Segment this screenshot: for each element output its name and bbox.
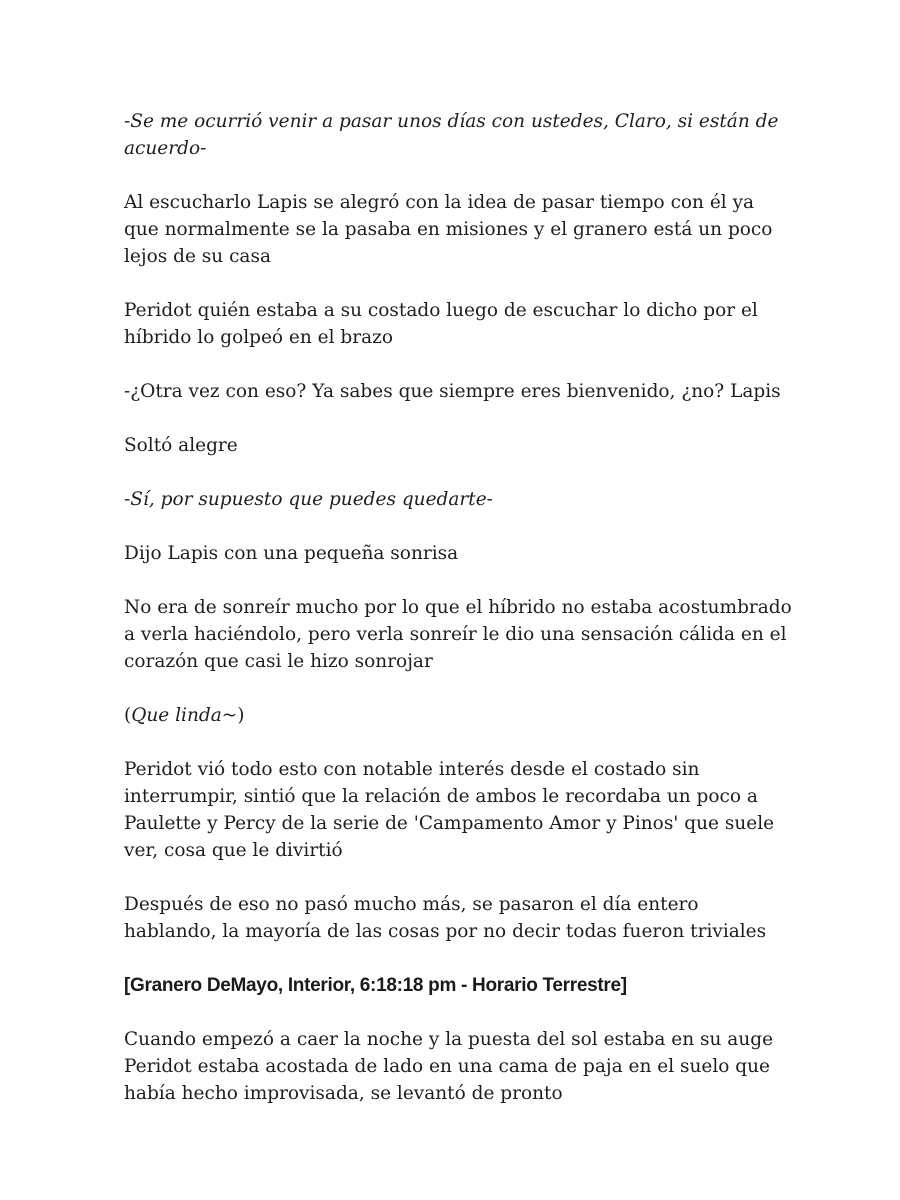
narration-paragraph-2: Al escucharlo Lapis se alegró con la idea de pasar tiempo con él ya que normalmente se la pasaba en misiones y el granero está un poco lejos de su casa: [124, 192, 773, 267]
narration-paragraph-10: Peridot vió todo esto con notable interés desde el costado sin interrumpir, sintió que la relación de ambos le recordaba un poco a Paulette y Percy de la serie de 'Campamento Amor y Pinos' que suele ver, cosa que le divirtió: [124, 759, 775, 861]
thought-paragraph-9: [124, 702, 794, 729]
narration-paragraph-13: Cuando empezó a caer la noche y la puesta del sol estaba en su auge Peridot estaba acostada de lado en una cama de paja en el suelo que había hecho improvisada, se levantó de pronto: [124, 1029, 774, 1104]
thought-text: Que linda~: [131, 705, 238, 726]
dialogue-close-mark: -: [486, 489, 493, 510]
scene-heading: [Granero DeMayo, Interior, 6:18:18 pm - Horario Terrestre]: [124, 975, 627, 996]
document-page: [124, 108, 794, 1134]
thought-open-paren: (: [124, 705, 132, 726]
dialogue-paragraph-6: [124, 486, 794, 513]
narration-paragraph-7: Dijo Lapis con una pequeña sonrisa: [124, 543, 459, 564]
dialogue-text: Sí, por supuesto que puedes quedarte: [130, 489, 487, 510]
dialogue-open-mark: -: [124, 111, 131, 132]
dialogue-open-mark: -: [124, 489, 131, 510]
narration-paragraph-11: Después de eso no pasó mucho más, se pasaron el día entero hablando, la mayoría de las cosas por no decir todas fueron triviales: [124, 894, 767, 942]
dialogue-text: Se me ocurrió venir a pasar unos días con ustedes, Claro, si están de acuerdo: [124, 111, 779, 159]
dialogue-close-mark: -: [200, 138, 207, 159]
narration-paragraph-5: Soltó alegre: [124, 435, 238, 456]
narration-paragraph-8: No era de sonreír mucho por lo que el híbrido no estaba acostumbrado a verla haciéndolo, pero verla sonreír le dio una sensación cálida en el corazón que casi le hizo sonrojar: [124, 597, 792, 672]
narration-paragraph-3: Peridot quién estaba a su costado luego de escuchar lo dicho por el híbrido lo golpeó en el brazo: [124, 300, 758, 348]
thought-close-paren: ): [237, 705, 245, 726]
dialogue-paragraph-1: [124, 108, 794, 162]
dialogue-paragraph-4: -¿Otra vez con eso? Ya sabes que siempre eres bienvenido, ¿no? Lapis: [124, 381, 781, 402]
